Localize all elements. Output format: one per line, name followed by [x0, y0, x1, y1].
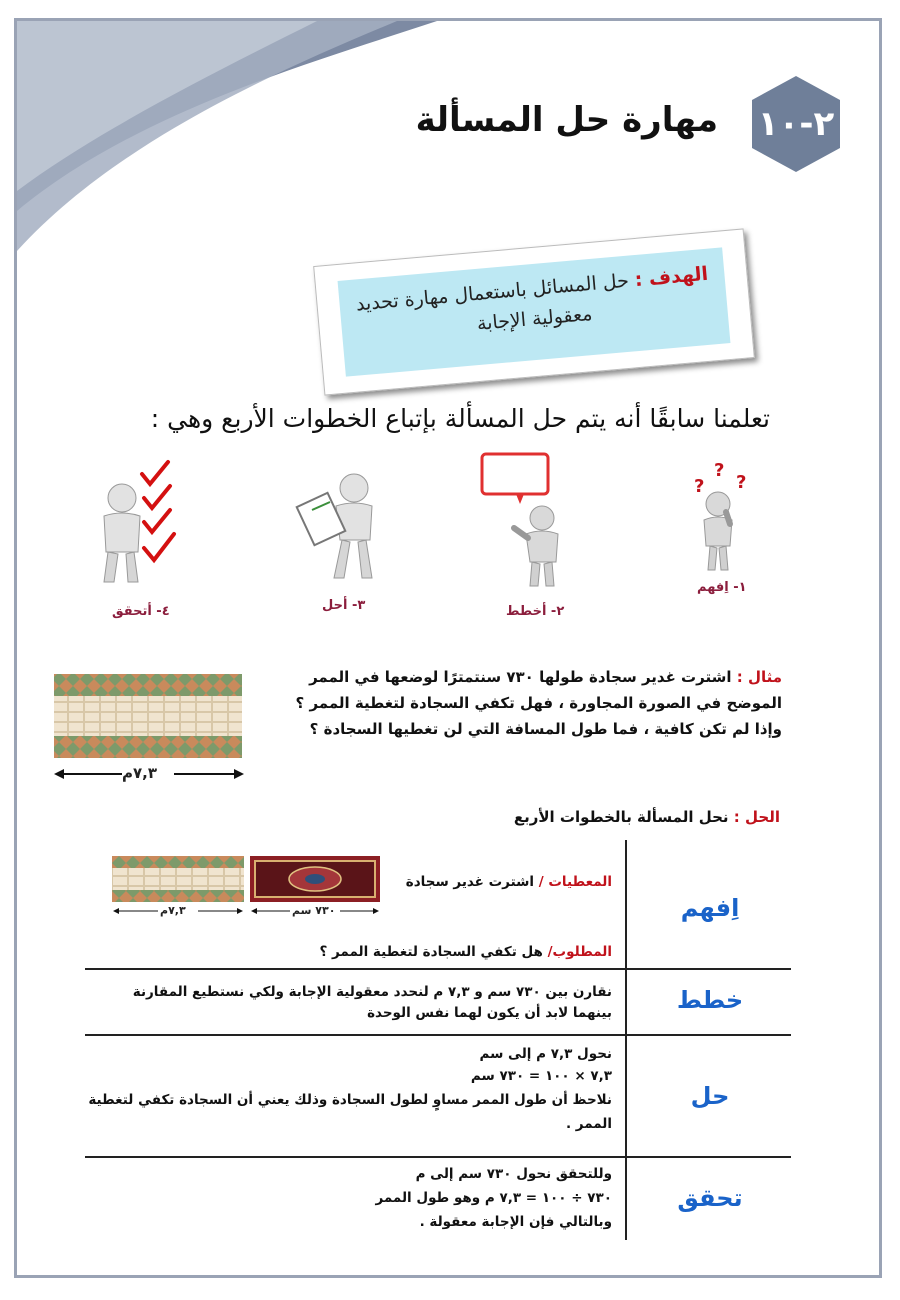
svg-text:?: ?	[736, 472, 747, 493]
plan-line-1: نقارن بين ٧٣٠ سم و ٧,٣ م لنحدد معقولية الإجابة ولكي نستطيع المقارنة	[132, 984, 612, 1000]
table-divider	[85, 1156, 791, 1158]
rug-length: ٧٣٠ سم	[292, 904, 336, 917]
step-label-verify: ٤- أتحقق	[112, 604, 170, 619]
clipboard-figure-icon	[288, 470, 398, 582]
solve-line-2: ٧,٣ × ١٠٠ = ٧٣٠ سم	[470, 1068, 612, 1084]
given-line	[406, 872, 612, 893]
corridor-small-image	[112, 856, 244, 902]
goal-label: الهدف :	[633, 262, 709, 292]
example-label: مثال :	[736, 668, 782, 686]
corridor-image	[52, 672, 246, 766]
thinking-figure-icon	[686, 462, 756, 574]
step-label-plan: ٢- أخطط	[506, 604, 565, 619]
solve-line-4: الممر .	[565, 1116, 612, 1132]
verify-line-1: وللتحقق نحول ٧٣٠ سم إلى م	[415, 1166, 612, 1182]
goal-text: حل المسائل باستعمال مهارة تحديد معقولية الإجابة	[355, 269, 630, 335]
intro-text: تعلمنا سابقًا أنه يتم حل المسألة بإتباع الخطوات الأربع وهي :	[150, 404, 770, 433]
corner-decoration	[17, 21, 517, 271]
lesson-number: ٢-١٠	[757, 104, 835, 144]
step-name-solve: حل	[690, 1082, 730, 1110]
svg-text:?: ?	[694, 476, 705, 497]
solution-text: نحل المسألة بالخطوات الأربع	[513, 808, 729, 826]
solution-label: الحل :	[733, 808, 780, 826]
given-label: المعطيات /	[538, 874, 612, 890]
corridor-small-length: ٧,٣م	[160, 904, 186, 917]
required-line	[320, 942, 613, 963]
given-text: اشترت غدير سجادة	[405, 874, 534, 890]
table-divider	[85, 1034, 791, 1036]
table-divider	[85, 968, 791, 970]
step-label-understand: ١- اِفهم	[697, 580, 747, 595]
checkmarks-figure-icon	[92, 458, 184, 584]
example-text	[290, 664, 782, 742]
step-name-verify: تحقق	[677, 1184, 743, 1212]
speech-figure-icon	[476, 452, 576, 588]
step-name-plan: خطط	[676, 986, 744, 1014]
svg-text:?: ?	[714, 462, 725, 481]
required-text: هل تكفي السجادة لتغطية الممر ؟	[319, 944, 543, 960]
goal-box	[338, 247, 731, 376]
rug-image	[250, 856, 380, 902]
solve-line-1: نحول ٧,٣ م إلى سم	[479, 1046, 612, 1062]
verify-line-2: ٧٣٠ ÷ ١٠٠ = ٧,٣ م وهو طول الممر	[375, 1190, 612, 1206]
example-body: اشترت غدير سجادة طولها ٧٣٠ سنتمترًا لوضعها في الممر الموضح في الصورة المجاورة ، فهل تكفي السجادة لتغطية الممر ؟ وإذا لم تكن كافية ، فما طول المسافة التي لن تغطيها السجادة ؟	[295, 668, 782, 738]
required-label: المطلوب/	[547, 944, 612, 960]
solution-heading	[514, 808, 780, 826]
table-divider-vertical	[625, 840, 627, 1240]
solve-line-3: نلاحظ أن طول الممر مساوٍ لطول السجادة وذلك يعني أن السجادة تكفي لتغطية	[88, 1092, 612, 1108]
step-name-understand: اِفهم	[680, 894, 740, 922]
corridor-length: ٧,٣م	[122, 764, 158, 782]
plan-line-2: بينهما لابد أن يكون لهما نفس الوحدة	[367, 1005, 612, 1021]
page-title: مهارة حل المسألة	[415, 100, 718, 140]
step-label-solve: ٣- أحل	[322, 598, 366, 613]
verify-line-3: وبالتالي فإن الإجابة معقولة .	[419, 1214, 612, 1230]
